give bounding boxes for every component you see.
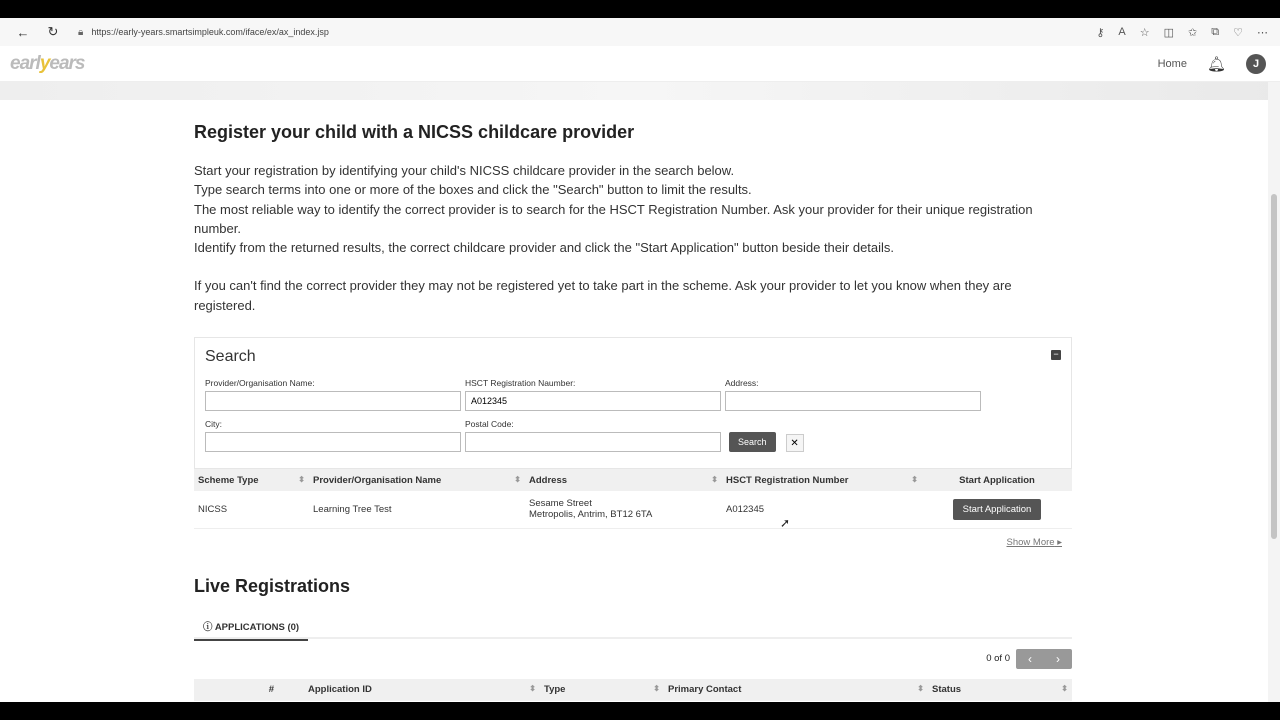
tab-applications[interactable]: ⓘ APPLICATIONS (0) <box>194 619 308 641</box>
collections-icon[interactable]: ⧉ <box>1211 25 1220 38</box>
clear-search-button[interactable]: ✕ <box>786 434 804 452</box>
prev-page-button[interactable]: ‹ <box>1028 651 1032 666</box>
col-address[interactable]: Address ⬍ <box>525 469 722 491</box>
cell-hsct: A012345 <box>722 491 922 528</box>
main-content <box>194 122 1072 701</box>
next-page-button[interactable]: › <box>1056 651 1060 666</box>
more-icon[interactable]: ⋯ <box>1257 26 1268 39</box>
lock-icon: 🔒︎ <box>78 26 84 38</box>
hsct-number-input[interactable] <box>465 391 721 411</box>
instruction-line: Identify from the returned results, the correct childcare provider and click the "Start Application" button beside their details. <box>194 240 895 256</box>
favorites-icon[interactable]: ✩ <box>1188 26 1198 39</box>
results-table <box>194 469 1072 529</box>
sort-icon: ⬍ <box>911 474 918 484</box>
info-icon: ⓘ <box>203 621 213 633</box>
search-button[interactable]: Search <box>729 432 776 452</box>
col-hsct-number[interactable]: HSCT Registration Number ⬍ <box>722 469 922 491</box>
refresh-icon[interactable]: ↻ <box>47 24 59 39</box>
col-primary-contact[interactable]: Primary Contact ⬍ <box>664 679 928 701</box>
sort-icon: ⬍ <box>298 474 305 484</box>
col-type[interactable]: Type ⬍ <box>540 679 664 701</box>
pagination <box>194 649 1072 669</box>
cell-address: Sesame Street Metropolis, Antrim, BT12 6TA <box>525 491 722 528</box>
provider-label: Provider/Organisation Name: <box>205 378 315 389</box>
instruction-line: Start your registration by identifying your child's NICSS childcare provider in the search below. <box>194 163 735 178</box>
city-label: City: <box>205 419 222 430</box>
search-panel <box>194 337 1072 469</box>
page-title: Register your child with a NICSS childcare provider <box>194 122 635 142</box>
collapse-icon[interactable]: − <box>1051 350 1061 360</box>
instruction-line: The most reliable way to identify the correct provider is to search for the HSCT Registration Number. Ask your provider for their unique registration number. <box>194 201 1033 236</box>
address-bar[interactable] <box>78 27 1096 38</box>
col-scheme-type[interactable]: Scheme Type ⬍ <box>194 469 309 491</box>
col-status[interactable]: Status ⬍ <box>928 679 1072 701</box>
key-icon[interactable]: ⚷ <box>1096 26 1105 39</box>
col-number: # <box>194 679 304 701</box>
show-more-link[interactable]: Show More ▸ <box>1006 536 1062 548</box>
instruction-note: If you can't find the correct provider they may not be registered yet to take part in the scheme. Ask your provider to let you know when they are registered. <box>194 278 1012 313</box>
applications-table <box>194 679 1072 701</box>
address-input[interactable] <box>725 391 981 411</box>
city-input[interactable] <box>205 432 461 452</box>
cell-scheme: NICSS <box>194 491 309 528</box>
banner <box>0 82 1280 100</box>
site-header <box>0 46 1280 82</box>
col-start-application: Start Application <box>922 469 1072 491</box>
start-application-button[interactable]: Start Application <box>953 499 1042 520</box>
page-count: 0 of 0 <box>986 653 1010 665</box>
sort-icon: ⬍ <box>514 474 521 484</box>
live-registrations-title: Live Registrations <box>194 575 351 596</box>
bell-icon[interactable]: 🔔︎ <box>1206 55 1226 73</box>
mouse-cursor-icon: ➚ <box>780 516 791 530</box>
col-application-id[interactable]: Application ID ⬍ <box>304 679 540 701</box>
favorite-star-icon[interactable]: ☆ <box>1139 26 1150 39</box>
split-screen-icon[interactable]: ◫ <box>1163 26 1175 39</box>
browser-toolbar <box>0 18 1280 46</box>
provider-name-input[interactable] <box>205 391 461 411</box>
back-icon[interactable]: ← <box>16 24 30 40</box>
col-provider-name[interactable]: Provider/Organisation Name ⬍ <box>309 469 525 491</box>
window-bottom-bar <box>0 702 1280 720</box>
sort-icon: ⬍ <box>711 474 718 484</box>
instructions <box>194 161 1072 315</box>
instruction-line: Type search terms into one or more of the boxes and click the "Search" button to limit the results. <box>194 182 752 198</box>
postal-code-input[interactable] <box>465 432 721 452</box>
hsct-label: HSCT Registration Naumber: <box>465 378 576 389</box>
url-text: https://early-years.smartsimpleuk.com/iface/ex/ax_index.jsp <box>91 27 329 37</box>
scrollbar[interactable] <box>1268 82 1280 702</box>
read-aloud-icon[interactable]: A <box>1118 25 1126 38</box>
address-label: Address: <box>725 378 759 389</box>
early-years-logo[interactable]: earlyears <box>10 52 85 74</box>
avatar[interactable]: J <box>1246 54 1266 74</box>
window-top-bar <box>0 0 1280 18</box>
browser-essentials-icon[interactable]: ♡ <box>1233 26 1243 39</box>
search-title: Search <box>205 348 256 366</box>
home-link[interactable]: Home <box>1157 57 1187 70</box>
table-row <box>194 491 1072 528</box>
postal-label: Postal Code: <box>465 419 514 430</box>
cell-provider: Learning Tree Test <box>309 491 525 528</box>
